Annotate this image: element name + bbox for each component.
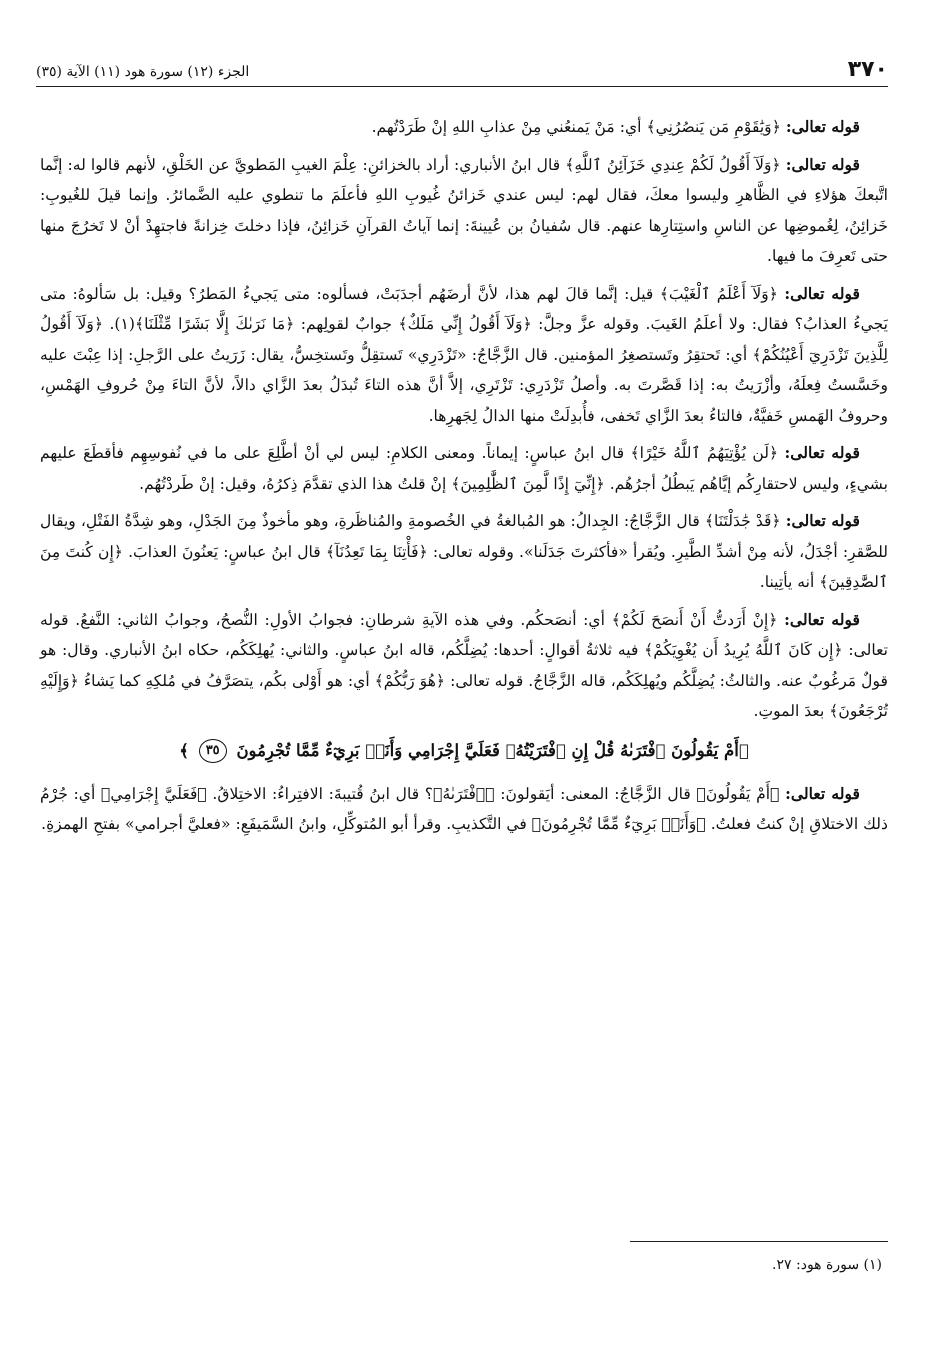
paragraph-text: ﴿أَمْ يَقُولُونَ﴾ قال الزَّجَّاجُ: المعنى: أيَقولونَ: ﴿ٱفْتَرَىٰهُ﴾؟ قال ابنُ قُتيبةَ: الافتِراءُ: الاختِلاقُ. ﴿فَعَلَيَّ إِجْرَامِي﴾ أي: جُرْمُ ذلك الاختلاقِ إنْ كنتُ فعلتُ. ﴿وَأَنَا۠ بَرِيٓءٌ مِّمَّا تُجْرِمُونَ﴾ في التَّكذيبِ. وقرأ أبو المُتوكِّلِ، وابنُ السَّمَيفَعِ: «فعليَّ أجرامي» بفتحِ الهمزةِ. <box>40 784 888 833</box>
footnote-divider <box>630 1241 888 1242</box>
footnote-text: سورة هود: ٢٧. <box>772 1257 860 1273</box>
paragraph-lead: قوله تعالى: <box>785 783 860 803</box>
verse-close-bracket: ﴾ <box>179 740 189 760</box>
commentary-body <box>40 112 888 847</box>
paragraph-lead: قوله تعالى: <box>784 443 861 462</box>
paragraph-lead: قوله تعالى: <box>785 154 860 174</box>
paragraph-lead: قوله تعالى: <box>784 609 860 629</box>
commentary-paragraph <box>40 112 888 143</box>
page-number: ٣٧٠ <box>847 57 888 82</box>
commentary-paragraph <box>40 279 888 432</box>
paragraph-text: ﴿وَلَآ أَقُولُ لَكُمْ عِندِي خَزَآئِنُ ٱللَّهِ﴾ قال ابنُ الأنباري: أراد بالخزائنِ: عِلْمَ الغيبِ المَطويَّ عن الخَلْقِ، لأنهم قالوا له: إنَّما اتَّبعكَ هؤلاءِ في الظَّاهرِ وليسوا معكَ، فقال لهم: ليس عندي خَزائنُ غُيوبِ اللهِ فأعلَمَ ما تنطوي عليه الضَّمائرُ. وإنما قيلَ للغُيوبِ: خَزائِنُ، لِغُموضِها عن الناسِ واستِتارِها عنهم. قال سُفيانُ بن عُيينةَ: إنما آياتُ القرآنِ خَزائِنُ، فإذا دخلتَ خِزانةً فاجتهِدْ أنْ لا تَخرُجَ منها حتى تَعرِفَ ما فيها. <box>40 155 888 265</box>
paragraph-text: ﴿وَيَٰقَوْمِ مَن يَنصُرُنِي﴾ أي: مَنْ يَمنعُني مِنْ عذابِ اللهِ إنْ طَرَدْتُهم. <box>371 118 781 136</box>
commentary-paragraph <box>40 438 888 499</box>
paragraph-text: ﴿لَن يُؤْتِيَهُمُ ٱللَّهُ خَيْرًا﴾ قال ابنُ عباسٍ: إيماناً. ومعنى الكلامِ: ليس لي أنْ أطَّلِعَ على ما في نُفوسِهِم فأقطَعَ عليهم بشيءٍ، وليس لاحتقارِكُم إيَّاهُم يَبطُلُ أجرُهُم. ﴿إِنِّيٓ إِذًا لَّمِنَ ٱلظَّٰلِمِينَ﴾ إنْ قلتُ هذا الذي تقدَّمَ ذِكرُهُ، وقيل: إنْ طَردْتُهُم. <box>40 444 888 493</box>
ayah-number-badge: ٣٥ <box>199 739 227 763</box>
footnote <box>772 1252 882 1278</box>
paragraph-text: ﴿قَدْ جَٰدَلْتَنَا﴾ قال الزَّجَّاجُ: الجِدالُ: هو المُبالغةُ في الخُصومةِ والمُناظَرةِ، وهو مأخوذٌ مِنَ الجَدْلِ، وهو شِدَّةُ الفَتْلِ، ويقال للصَّقرِ: أجْدَلُ، لأنه مِنْ أشدِّ الطَّيرِ. ويُقرأ «فأكثرتَ جَدَلَنا». وقوله تعالى: ﴿فَأْتِنَا بِمَا تَعِدُنَآ﴾ قال ابنُ عباسٍ: يَعنُونَ العذابَ. ﴿إِن كُنتَ مِنَ ٱلصَّٰدِقِينَ﴾ أنه يأتِينا. <box>40 512 888 591</box>
paragraph-lead: قوله تعالى: <box>785 511 860 530</box>
paragraph-lead: قوله تعالى: <box>785 117 860 136</box>
quran-verse <box>40 735 888 767</box>
commentary-paragraph <box>40 779 888 840</box>
paragraph-text: ﴿إِنْ أَرَدتُّ أَنْ أَنصَحَ لَكُمْ﴾ أي: أنصَحكُم. وفي هذه الآيةِ شرطانِ: فجوابُ الأولِ: النُّصحُ، وجوابُ الثاني: النَّفعُ. قوله تعالى: ﴿إِن كَانَ ٱللَّهُ يُرِيدُ أَن يُغْوِيَكُمْ﴾ فيه ثلاثةُ أقوالٍ: أحدها: يُضِلَّكُم، قاله ابنُ عباسٍ. والثاني: يُهلِكَكُم، حكاه ابنُ الأنباري. وقال: هو قولٌ مَرغُوبٌ عنه. والثالثُ: يُضِلَّكُم ويُهلِكَكُم، قاله الزَّجَّاجُ. قوله تعالى: ﴿هُوَ رَبُّكُمْ﴾ أي: هو أَوْلى بكُم، يتصَرَّفُ في مُلكِهِ كما يَشاءُ ﴿وَإِلَيْهِ تُرْجَعُونَ﴾ بعدَ الموتِ. <box>40 610 888 720</box>
paragraph-text: ﴿وَلَآ أَعْلَمُ ٱلْغَيْبَ﴾ قيل: إنَّما قالَ لهم هذا، لأنَّ أرضَهُم أجدَبَتْ، فسألوه: متى يَجيءُ المَطرُ؟ وقيل: بل سَألوهُ: متى يَجيءُ العذابُ؟ فقال: ولا أعلَمُ الغَيبَ. وقوله عزَّ وجلَّ: ﴿وَلَآ أَقُولُ إِنِّي مَلَكٌ﴾ جوابٌ لقولِهم: ﴿مَا نَرَىٰكَ إِلَّا بَشَرًا مِّثْلَنَا﴾(١). ﴿وَلَآ أَقُولُ لِلَّذِينَ تَزْدَرِيٓ أَعْيُنُكُمْ﴾ أي: تَحتقِرُ وتَستصغِرُ المؤمنين. قال الزَّجَّاجُ: «تَزْدَرِي» تَستقِلُّ وتَستخِسُّ، يقال: زَرَيتُ على الرَّجلِ: إذا عِبْتَ عليه وخَسَّستُ فِعلَهُ، وأزْرَيتُ به: إذا قَصَّرتَ به. وأصلُ تَزْدَرِي: تَزْتَرِي، إلاَّ أنَّ هذه التاءَ تُبدَلُ بعدَ الزَّاي دالاً، لأنَّ التاءَ مِنْ حُروفِ الهَمْسِ، وحروفُ الهَمسِ خَفيَّةٌ، فالتاءُ بعدَ الزَّاي تَخفى، فأُبدِلَتْ منها الدالُ لِجَهرِها. <box>40 284 888 425</box>
verse-text: ﴿أَمْ يَقُولُونَ ٱفْتَرَىٰهُ قُلْ إِنِ ٱفْتَرَيْتُهُۥ فَعَلَيَّ إِجْرَامِي وَأَنَا۠ بَرِيٓءٌ مِّمَّا تُجْرِمُونَ <box>236 740 749 760</box>
footnote-marker: (١) <box>863 1257 882 1273</box>
paragraph-lead: قوله تعالى: <box>784 283 860 303</box>
commentary-paragraph <box>40 150 888 272</box>
running-head: الجزء (١٢) سورة هود (١١) الآية (٣٥) <box>36 64 250 80</box>
commentary-paragraph <box>40 506 888 598</box>
page-header <box>36 50 888 87</box>
commentary-paragraph <box>40 605 888 727</box>
